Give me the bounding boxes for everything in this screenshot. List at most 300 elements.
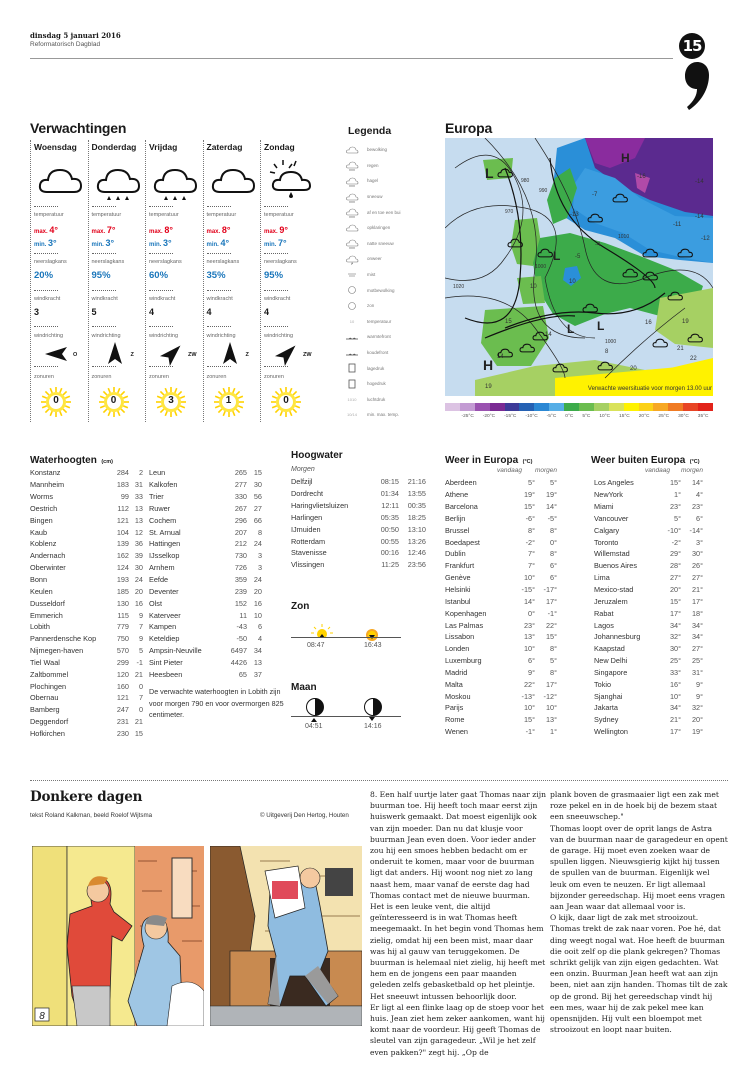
europe-weather-unit: (°C) bbox=[522, 459, 533, 465]
water-levels-note: De verwachte waterhoogten in Lobith zijn voor morgen 790 en voor overmorgen 825 centimeter. bbox=[149, 687, 284, 719]
legend-item-shower bbox=[345, 204, 440, 220]
publication-name: Reformatorisch Dagblad bbox=[30, 41, 101, 48]
row-name: Helsinki bbox=[445, 585, 471, 595]
row-value-2: 8° bbox=[550, 644, 557, 654]
comic-panel-1 bbox=[32, 846, 204, 1026]
row-value-1: 10° bbox=[523, 703, 535, 713]
map-label: 1000 bbox=[605, 339, 617, 345]
row-name: Deventer bbox=[149, 586, 179, 596]
row-name: IJmuiden bbox=[291, 524, 321, 534]
cloud-rain-icon bbox=[95, 158, 141, 200]
dotted-separator bbox=[207, 253, 231, 254]
row-value-2: 56 bbox=[253, 492, 262, 502]
row-value-2: 00:35 bbox=[407, 501, 426, 511]
row-value-2: 24 bbox=[134, 575, 143, 585]
row-name: Cochem bbox=[149, 515, 177, 525]
story-title: Donkere dagen bbox=[30, 789, 143, 805]
fog-icon bbox=[345, 269, 359, 281]
row-value-2: 8° bbox=[550, 549, 557, 559]
row-value-1: 130 bbox=[116, 598, 129, 608]
legend-label: regen bbox=[367, 162, 379, 168]
map-label: 22 bbox=[690, 356, 697, 362]
row-value-2: 19° bbox=[691, 727, 703, 737]
table-row bbox=[149, 645, 262, 657]
row-value-2: 34° bbox=[691, 632, 703, 642]
wind-force-value: 4 bbox=[206, 307, 212, 317]
wind-dir-value: O bbox=[73, 352, 78, 358]
map-label: 20 bbox=[630, 366, 637, 372]
scale-swatch bbox=[683, 403, 698, 411]
table-row bbox=[30, 479, 143, 491]
scale-label: -20°C bbox=[482, 414, 496, 419]
row-name: Kaapstad bbox=[594, 644, 625, 654]
min-temperature bbox=[149, 238, 172, 248]
row-value-1: 193 bbox=[116, 575, 129, 585]
scale-label: -25°C bbox=[461, 414, 474, 419]
table-row bbox=[30, 692, 143, 704]
moonrise-icon bbox=[305, 697, 325, 717]
dotted-separator bbox=[92, 326, 116, 327]
table-row bbox=[445, 607, 557, 619]
row-value-1: 65 bbox=[238, 669, 247, 679]
row-name: NewYork bbox=[594, 490, 623, 500]
map-label: -5 bbox=[575, 254, 581, 260]
legend-label: warmtefront bbox=[367, 334, 391, 340]
table-row bbox=[594, 584, 703, 596]
snow-icon bbox=[345, 191, 359, 203]
table-row bbox=[30, 526, 143, 538]
scale-label: 15°C bbox=[619, 414, 630, 419]
row-name: Trier bbox=[149, 492, 164, 502]
min-temperature bbox=[34, 238, 57, 248]
precip-value: 20% bbox=[34, 270, 54, 281]
wind-dir-label: windrichting bbox=[264, 333, 294, 339]
map-label: 10 bbox=[569, 279, 576, 285]
wind-arrow-icon bbox=[152, 340, 192, 370]
row-value-2: 14° bbox=[545, 502, 557, 512]
row-name: Jakarta bbox=[594, 703, 618, 713]
scale-label: -10°C bbox=[525, 414, 538, 419]
table-row bbox=[30, 621, 143, 633]
row-name: Emmerich bbox=[30, 610, 63, 620]
row-value-2: 21 bbox=[134, 669, 143, 679]
map-label: H bbox=[483, 357, 494, 373]
table-row bbox=[149, 657, 262, 669]
legend-item-low bbox=[345, 360, 440, 376]
legend-label: hagel bbox=[367, 178, 379, 184]
legend-item-sun-haze bbox=[345, 282, 440, 298]
row-value-1: 15° bbox=[523, 715, 535, 725]
table-row bbox=[149, 574, 262, 586]
water-levels-table-1 bbox=[30, 467, 143, 739]
max-label: max. bbox=[264, 229, 278, 235]
row-name: Lagos bbox=[594, 620, 614, 630]
row-value-2: 66 bbox=[253, 515, 262, 525]
map-label: -14 bbox=[695, 179, 704, 185]
row-value-2: 15 bbox=[253, 468, 262, 478]
table-row bbox=[149, 479, 262, 491]
shower-icon bbox=[345, 206, 359, 218]
row-name: Lima bbox=[594, 573, 610, 583]
dotted-separator bbox=[207, 290, 231, 291]
water-levels-heading bbox=[30, 450, 113, 468]
wind-arrow-icon bbox=[267, 340, 307, 370]
row-value-1: 25° bbox=[669, 656, 681, 666]
wind-arrow-icon bbox=[210, 340, 250, 370]
table-row bbox=[445, 655, 557, 667]
row-value-2: 16 bbox=[134, 598, 143, 608]
sun-hours-label: zonuren bbox=[206, 374, 227, 380]
comic-panel-2 bbox=[210, 846, 362, 1026]
table-row bbox=[594, 714, 703, 726]
temperature-label: temperatuur bbox=[264, 212, 294, 218]
temp-symbol: 10 bbox=[349, 318, 355, 324]
dotted-separator bbox=[149, 253, 173, 254]
dotted-separator bbox=[34, 326, 58, 327]
row-name: Miami bbox=[594, 502, 614, 512]
world-weather-table bbox=[594, 477, 703, 738]
legend-item-fog bbox=[345, 267, 440, 283]
row-value-2: 15 bbox=[134, 728, 143, 738]
day-name: Zondag bbox=[264, 142, 295, 152]
scale-swatch bbox=[564, 403, 579, 411]
legend-item-cold-front bbox=[345, 345, 440, 361]
cloud-icon bbox=[345, 144, 359, 156]
row-name: Calgary bbox=[594, 525, 620, 535]
row-name: Ampsin-Neuville bbox=[149, 646, 202, 656]
issue-date: dinsdag 5 januari 2016 bbox=[30, 31, 121, 40]
row-value-2: -1 bbox=[136, 657, 143, 667]
table-row bbox=[445, 477, 557, 489]
row-value-1: 247 bbox=[116, 705, 129, 715]
row-value-1: 21° bbox=[669, 715, 681, 725]
table-row bbox=[291, 488, 426, 500]
row-value-2: 13 bbox=[134, 503, 143, 513]
table-row bbox=[30, 597, 143, 609]
row-name: Madrid bbox=[445, 667, 468, 677]
sun-hours-value: 3 bbox=[168, 395, 174, 406]
legend-label: onweer bbox=[367, 256, 382, 262]
table-row bbox=[149, 467, 262, 479]
row-value-2: 34 bbox=[253, 646, 262, 656]
row-value-1: 7° bbox=[528, 561, 535, 571]
forecast-day-woensdag bbox=[30, 140, 88, 422]
sun-hours-value: 0 bbox=[110, 395, 117, 406]
row-value-1: 1° bbox=[674, 490, 681, 500]
dotted-separator bbox=[34, 290, 58, 291]
table-row bbox=[291, 523, 426, 535]
map-label: 8 bbox=[605, 349, 609, 355]
legend-label: motbewolking bbox=[367, 287, 395, 293]
max-value: 9° bbox=[279, 225, 288, 235]
row-name: Stavenisse bbox=[291, 548, 327, 558]
comma-logo-icon bbox=[683, 60, 711, 112]
low-icon bbox=[345, 362, 359, 374]
scale-swatch bbox=[609, 403, 624, 411]
row-value-1: 570 bbox=[116, 646, 129, 656]
hail-icon bbox=[345, 175, 359, 187]
row-name: Aberdeen bbox=[445, 478, 477, 488]
table-row bbox=[594, 667, 703, 679]
row-value-1: -1° bbox=[525, 727, 535, 737]
europe-weather-title: Weer in Europa bbox=[445, 455, 519, 466]
map-label: -12 bbox=[701, 236, 710, 242]
min-value: 3° bbox=[48, 238, 57, 248]
map-label: -14 bbox=[695, 214, 704, 220]
row-name: Frankfurt bbox=[445, 561, 475, 571]
map-label: -7 bbox=[592, 192, 598, 198]
row-name: Heesbeen bbox=[149, 669, 183, 679]
row-value-2: 13:10 bbox=[407, 524, 426, 534]
table-row bbox=[594, 643, 703, 655]
row-value-2: 23° bbox=[691, 502, 703, 512]
scale-label: 20°C bbox=[638, 414, 650, 419]
sun-cloud-shower-icon bbox=[267, 158, 313, 200]
min-label: min. bbox=[206, 242, 219, 248]
row-value-1: 15° bbox=[669, 478, 681, 488]
row-value-2: 14° bbox=[691, 478, 703, 488]
legend-label: opklaringen bbox=[367, 225, 391, 231]
row-value-2: 19° bbox=[545, 490, 557, 500]
page-number: 15 bbox=[679, 33, 705, 59]
legend-title: Legenda bbox=[348, 125, 392, 137]
sun-hours-value: 0 bbox=[283, 395, 289, 406]
legend-item-snow bbox=[345, 189, 440, 205]
row-name: Harlingen bbox=[291, 512, 323, 522]
col-today: vandaag bbox=[645, 467, 670, 474]
table-row bbox=[445, 548, 557, 560]
dotted-separator bbox=[264, 206, 288, 207]
row-value-1: 34° bbox=[669, 620, 681, 630]
row-value-1: 330 bbox=[234, 492, 247, 502]
row-value-1: 5° bbox=[674, 513, 681, 523]
table-row bbox=[445, 536, 557, 548]
row-value-2: 31° bbox=[691, 667, 703, 677]
row-value-2: 0 bbox=[138, 681, 143, 691]
row-value-2: 17° bbox=[691, 596, 703, 606]
legend-label: mist bbox=[367, 272, 376, 278]
wind-force-label: windkracht bbox=[91, 296, 118, 302]
row-value-2: 20 bbox=[134, 586, 143, 596]
legend-item-hail bbox=[345, 173, 440, 189]
row-value-2: 24 bbox=[253, 539, 262, 549]
row-name: Hattingen bbox=[149, 539, 181, 549]
row-name: Zaltbommel bbox=[30, 669, 69, 679]
table-row bbox=[30, 538, 143, 550]
row-value-2: 25° bbox=[691, 656, 703, 666]
row-value-2: 3 bbox=[257, 551, 262, 561]
row-value-2: 6° bbox=[550, 573, 557, 583]
row-value-2: 37 bbox=[253, 669, 262, 679]
row-name: Kalkofen bbox=[149, 480, 178, 490]
sun-hours-label: zonuren bbox=[264, 374, 284, 380]
forecast-columns bbox=[30, 140, 320, 422]
wind-force-value: 4 bbox=[149, 307, 155, 317]
sleet-icon bbox=[345, 237, 359, 249]
row-value-2: 17° bbox=[545, 596, 557, 606]
table-row bbox=[30, 550, 143, 562]
legend-item-cloud bbox=[345, 142, 440, 158]
table-row bbox=[30, 562, 143, 574]
row-name: Eefde bbox=[149, 575, 169, 585]
row-name: Los Angeles bbox=[594, 478, 634, 488]
row-value-2: 8° bbox=[550, 525, 557, 535]
wind-force-label: windkracht bbox=[149, 296, 176, 302]
row-value-1: 265 bbox=[234, 468, 247, 478]
map-caption: Verwachte weersituatie voor morgen 13.00 uur bbox=[587, 386, 712, 392]
row-value-2: 6° bbox=[550, 561, 557, 571]
row-value-2: 3 bbox=[257, 563, 262, 573]
row-value-1: 231 bbox=[116, 717, 129, 727]
forecast-day-donderdag bbox=[88, 140, 146, 422]
row-value-1: 01:34 bbox=[380, 489, 399, 499]
row-name: Londen bbox=[445, 644, 470, 654]
row-name: Lissabon bbox=[445, 632, 475, 642]
scale-swatch bbox=[579, 403, 594, 411]
row-value-1: 4426 bbox=[230, 657, 247, 667]
row-value-2: 30 bbox=[253, 480, 262, 490]
row-name: Worms bbox=[30, 492, 53, 502]
temperature-label: temperatuur bbox=[91, 212, 122, 218]
row-value-1: -43 bbox=[236, 622, 247, 632]
dotted-separator bbox=[149, 206, 173, 207]
precip-label: neerslagkans bbox=[91, 259, 125, 265]
map-label: 14 bbox=[497, 354, 504, 360]
row-value-2: 10 bbox=[253, 610, 262, 620]
scale-swatch bbox=[445, 403, 460, 411]
row-name: Ruwer bbox=[149, 503, 171, 513]
scale-label: 25°C bbox=[658, 414, 670, 419]
table-row bbox=[594, 655, 703, 667]
story-paragraph: 8. Een half uurtje later gaat Thomas naar zijn buurman toe. Hij heeft toch maar eerst zijn huiswerk gemaakt. Dat moest eigenlijk ook van zijn moeder. Dan nu dat klusje voor buurman Jean even doen. Voor ieder ander zou hij een smoes hebben bedacht om er onderuit te komen, maar voor de buurman ligt dat anders. Hij woont nog niet zo lang naast hem, maar vanaf de eerste dag had Thomas contact met de nieuwe buurman. Het is een leuke vent, die altijd geïnteresseerd is in wat Thomas heeft meegemaakt. In het begin vond Thomas hem zielig, omdat hij een been mist, maar daar was hij al gauw van teruggekomen. De buurman is helemaal niet zielig, hij heeft met hem en de jongens een paar maanden geleden zelfs gebasketbald op het pleintje. Het sneeuwt intussen behoorlijk door. bbox=[370, 790, 546, 1001]
table-row bbox=[30, 633, 143, 645]
row-value-1: 120 bbox=[116, 669, 129, 679]
row-value-1: 17° bbox=[669, 727, 681, 737]
table-row bbox=[445, 619, 557, 631]
map-label: 16 bbox=[645, 320, 652, 326]
scale-swatch bbox=[549, 403, 564, 411]
row-value-1: 124 bbox=[116, 563, 129, 573]
row-value-1: 12:11 bbox=[381, 501, 399, 511]
row-name: Nijmegen-haven bbox=[30, 646, 84, 656]
row-name: Singapore bbox=[594, 667, 628, 677]
row-value-1: -50 bbox=[236, 634, 247, 644]
row-value-1: 112 bbox=[117, 503, 129, 513]
map-label: 15 bbox=[505, 319, 512, 325]
row-value-1: 27° bbox=[669, 573, 681, 583]
table-row bbox=[30, 514, 143, 526]
map-label: 21 bbox=[677, 346, 684, 352]
table-row bbox=[291, 476, 426, 488]
row-value-2: 30° bbox=[691, 549, 703, 559]
table-row bbox=[291, 535, 426, 547]
min-label: min. bbox=[149, 242, 162, 248]
map-label: 970 bbox=[505, 209, 514, 215]
story-copyright: © Uitgeverij Den Hertog, Houten bbox=[260, 812, 349, 819]
forecast-day-zaterdag bbox=[203, 140, 261, 422]
table-row bbox=[594, 477, 703, 489]
wind-arrow-icon bbox=[95, 340, 135, 370]
sunset-time: 16:43 bbox=[364, 642, 382, 649]
map-label: 990 bbox=[539, 188, 548, 194]
high-water-title: Hoogwater bbox=[291, 450, 343, 461]
row-name: Wellington bbox=[594, 727, 628, 737]
temperature-label: temperatuur bbox=[149, 212, 179, 218]
sunrise-icon bbox=[311, 624, 333, 638]
row-name: Tiel Waal bbox=[30, 657, 60, 667]
row-value-1: 23° bbox=[523, 620, 535, 630]
day-name: Vrijdag bbox=[149, 142, 178, 152]
table-row bbox=[30, 645, 143, 657]
max-value: 8° bbox=[221, 225, 231, 235]
moonrise-marker-icon bbox=[311, 718, 317, 722]
wind-dir-value: ZW bbox=[303, 352, 312, 358]
row-value-1: 284 bbox=[116, 468, 129, 478]
row-value-1: 00:16 bbox=[380, 548, 399, 558]
row-value-2: 22° bbox=[545, 620, 557, 630]
wind-force-value: 5 bbox=[91, 307, 97, 317]
row-name: Hofkirchen bbox=[30, 728, 65, 738]
table-row bbox=[445, 560, 557, 572]
row-name: Sjanghai bbox=[594, 691, 623, 701]
scale-swatch bbox=[639, 403, 654, 411]
max-temperature bbox=[149, 225, 173, 235]
precip-label: neerslagkans bbox=[206, 259, 240, 265]
table-row bbox=[594, 536, 703, 548]
row-value-2: 20° bbox=[691, 715, 703, 725]
moon-title: Maan bbox=[291, 682, 317, 693]
max-label: max. bbox=[34, 229, 48, 235]
map-label: L bbox=[567, 322, 575, 336]
row-value-1: 6497 bbox=[230, 646, 247, 656]
row-value-1: 183 bbox=[116, 480, 129, 490]
col-tomorrow: morgen bbox=[534, 467, 557, 474]
row-value-2: 13° bbox=[545, 715, 557, 725]
panel-number: 8 bbox=[39, 1011, 45, 1022]
thunder-icon bbox=[345, 253, 359, 265]
row-value-1: 8° bbox=[528, 525, 535, 535]
row-name: Mannheim bbox=[30, 480, 65, 490]
wind-dir-label: windrichting bbox=[34, 333, 64, 339]
scale-label: 30°C bbox=[678, 414, 689, 419]
wind-dir-value: Z bbox=[245, 352, 249, 358]
row-value-1: 212 bbox=[234, 539, 247, 549]
sun-hours-label: zonuren bbox=[91, 374, 112, 380]
legend-label: sneeuw bbox=[367, 194, 383, 200]
row-value-1: 11 bbox=[239, 610, 247, 620]
wind-force-value: 4 bbox=[264, 307, 270, 317]
map-label: H bbox=[621, 151, 630, 165]
table-row bbox=[30, 503, 143, 515]
legend-item-sleet bbox=[345, 236, 440, 252]
scale-swatch bbox=[475, 403, 490, 411]
story-credits: tekst Roland Kalkman, beeld Roelof Wijtsma bbox=[30, 812, 153, 819]
row-value-2: 7 bbox=[138, 693, 143, 703]
day-name: Zaterdag bbox=[206, 142, 243, 152]
row-value-1: 14° bbox=[523, 596, 535, 606]
sun-cloud-icon bbox=[345, 222, 359, 234]
max-temperature bbox=[264, 225, 288, 235]
row-value-1: 139 bbox=[116, 539, 129, 549]
table-row bbox=[149, 538, 262, 550]
max-value: 7° bbox=[106, 225, 116, 235]
min-label: min. bbox=[264, 242, 277, 248]
row-value-1: 277 bbox=[234, 480, 247, 490]
table-row bbox=[445, 584, 557, 596]
table-row bbox=[445, 667, 557, 679]
scale-swatch bbox=[594, 403, 609, 411]
table-row bbox=[149, 609, 262, 621]
